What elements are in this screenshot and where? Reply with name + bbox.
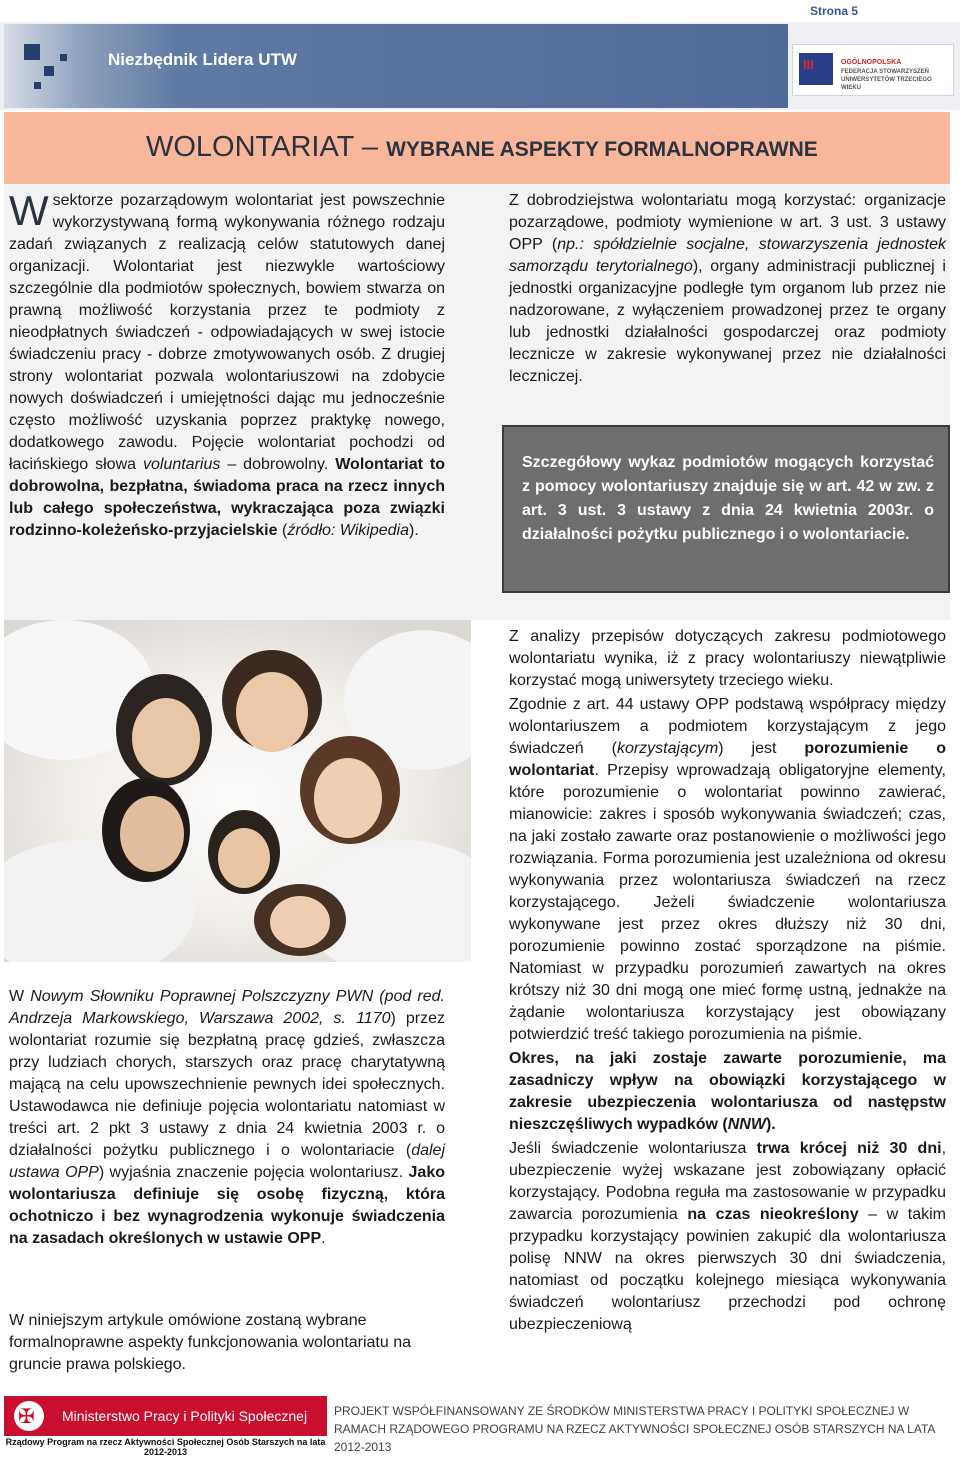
program-caption: Rządowy Program na rzecz Aktywności Społecznej Osób Starszych na lata 2012-2013	[5, 1437, 326, 1457]
ministry-name: Ministerstwo Pracy i Polityki Społecznej	[62, 1408, 308, 1424]
header-title: Niezbędnik Lidera UTW	[108, 50, 297, 69]
agreement-section	[509, 626, 946, 1338]
volunteers-photo	[4, 620, 471, 962]
logo-line-2: FEDERACJA STOWARZYSZEŃ UNIWERSYTETÓW TRZECIEGO WIEKU	[841, 69, 932, 91]
logo-line-1: OGÓLNOPOLSKA	[841, 59, 902, 66]
insurance-paragraph: Okres, na jaki zostaje zawarte porozumienie, ma zasadniczy wpływ na obowiązki korzystającego w zakresie ubezpieczenia wolontariusza od następstw nieszczęśliwych wypadków (NNW).	[509, 1050, 946, 1133]
callout-box	[502, 425, 950, 593]
definition-paragraph: W Nowym Słowniku Poprawnej Polszczyzny PWN (pod red. Andrzeja Markowskiego, Warszawa 2002, s. 1170) przez wolontariat rozumie się bezpłatną pracę gdzieś, zwłaszcza przy ludziach chorych, starszych oraz pracę charytatywną mającą na celu upowszechnienie pewnych idei społecznych. Ustawodawca nie definiuje pojęcia wolontariatu natomiast w treści art. 2 pkt 3 ustawy z dnia 24 kwietnia 2003 r. o działalności pożytku publicznego i o wolontariacie (dalej ustawa OPP) wyjaśnia znaczenie pojęcia wolontariusz. Jako wolontariusza definiuje się osobę fizyczną, która ochotniczo i bez wynagrodzenia wykonuje świadczenia na zasadach określonych w ustawie OPP.	[9, 988, 446, 1247]
agreement-paragraph: Zgodnie z art. 44 ustawy OPP podstawą współpracy między wolontariuszem a podmiotem korzystającym z jego świadczeń (korzystającym) jest porozumienie o wolontariat. Przepisy wprowadzają obligatoryjne elementy, które porozumienie o wolontariat powinno zawierać, mianowicie: zakres i sposób wykonywania świadczeń; czas, na jaki zostało zawarte oraz postanowienie o możliwości jego rozwiązania. Forma porozumienia jest uzależniona od okresu wykonywania przez wolontariusza świadczeń na rzecz korzystającego. Jeżeli świadczenie wolontariusza wykonywane jest przez okres dłuższy niż 30 dni, porozumienie powinno zostać sporządzone na piśmie. Natomiast w przypadku porozumień zawartych na okres krótszy niż 30 dni mogą one mieć formę ustną, jednakże na żądanie wolontariusza korzystający jest obowiązany potwierdzić treść takiego porozumienia na piśmie.	[509, 696, 946, 1043]
page-number: Strona 5	[809, 4, 858, 18]
ministry-logo	[4, 1396, 327, 1436]
intro-paragraph: W sektorze pozarządowym wolontariat jest powszechnie wykorzystywaną formą wykonywania różnego rodzaju zadań związanych z realizacją celów statutowych danej organizacji. Wolontariat jest niezwykle wartościowy szczególnie dla podmiotów społecznych, bowiem stwarza on prawną możliwość korzystania przez te podmioty z nieodpłatnych świadczeń - odpowiadających w swej istocie świadczeniu pracy - dobrze zmotywowanych osób. Z drugiej strony wolontariat pozwala wolontariuszowi na zdobycie nowych doświadczeń i umiejętności dając mu jednocześnie często możliwość uzyskania poprzez praktykę nowego, dodatkowego zawodu. Pojęcie wolontariat pochodzi od łacińskiego słowa voluntarius – dobrowolny. Wolontariat to dobrowolna, bezpłatna, świadoma praca na rzecz innych lub całego społeczeństwa, wykraczająca poza związki rodzinno-koleżeńsko-przyjacielskie (źródło: Wikipedia).	[9, 187, 445, 539]
page-title: WOLONTARIAT – WYBRANE ASPEKTY FORMALNOPRAWNE	[146, 131, 818, 163]
drop-cap: W	[9, 187, 49, 234]
eagle-icon: ✠	[14, 1401, 44, 1431]
article-scope-paragraph: W niniejszym artykule omówione zostaną wybrane formalnoprawne aspekty funkcjonowania wolontariatu na gruncie prawa polskiego.	[9, 1312, 412, 1373]
federation-logo: III OGÓLNOPOLSKA FEDERACJA STOWARZYSZEŃ UNIWERSYTETÓW TRZECIEGO WIEKU	[792, 44, 954, 96]
eligible-entities-paragraph: Z dobrodziejstwa wolontariatu mogą korzystać: organizacje pozarządowe, podmioty wymienione w art. 3 ust. 3 ustawy OPP (np.: spółdzielnie socjalne, stowarzyszenia jednostek samorządu terytorialnego), organy administracji publicznej i jednostki organizacyjne podległe tym organom lub przez nie nadzorowane, z wyłączeniem prowadzonej przez te organy lub jednostki działalności gospodarczej oraz podmioty lecznicze w zakresie wykonywanej przez nie działalności leczniczej.	[509, 192, 946, 385]
utw-paragraph: Z analizy przepisów dotyczących zakresu podmiotowego wolontariatu wynika, iż z pracy wolontariuszy niewątpliwie korzystać mogą uniwersytety trzeciego wieku.	[509, 628, 946, 689]
callout-text: Szczegółowy wykaz podmiotów mogących korzystać z pomocy wolontariuszy znajduje się w art. 42 w zw. z art. 3 ust. 3 ustawy z dnia 24 kwietnia 2003r. o działalności pożytku publicznego i o wolontariacie.	[522, 454, 934, 543]
cofinancing-note: PROJEKT WSPÓŁFINANSOWANY ZE ŚRODKÓW MINISTERSTWA PRACY I POLITYKI SPOŁECZNEJ W RAMACH RZĄDOWEGO PROGRAMU NA RZECZ AKTYWNOŚCI SPOŁECZNEJ OSÓB STARSZYCH NA LATA 2012-2013	[334, 1404, 935, 1454]
duration-paragraph: Jeśli świadczenie wolontariusza trwa krócej niż 30 dni, ubezpieczenie wyżej wskazane jest zobowiązany opłacić korzystający. Podobna reguła ma zastosowanie w przypadku zawarcia porozumienia na czas nieokreślony – w takim przypadku korzystający powinien zakupić dla wolontariusza polisę NNW na okres pierwszych 30 dni świadczenia, natomiast od początku kolejnego miesiąca wykonywania świadczeń wolontariusz przechodzi pod ochronę ubezpieczeniową	[509, 1140, 947, 1333]
